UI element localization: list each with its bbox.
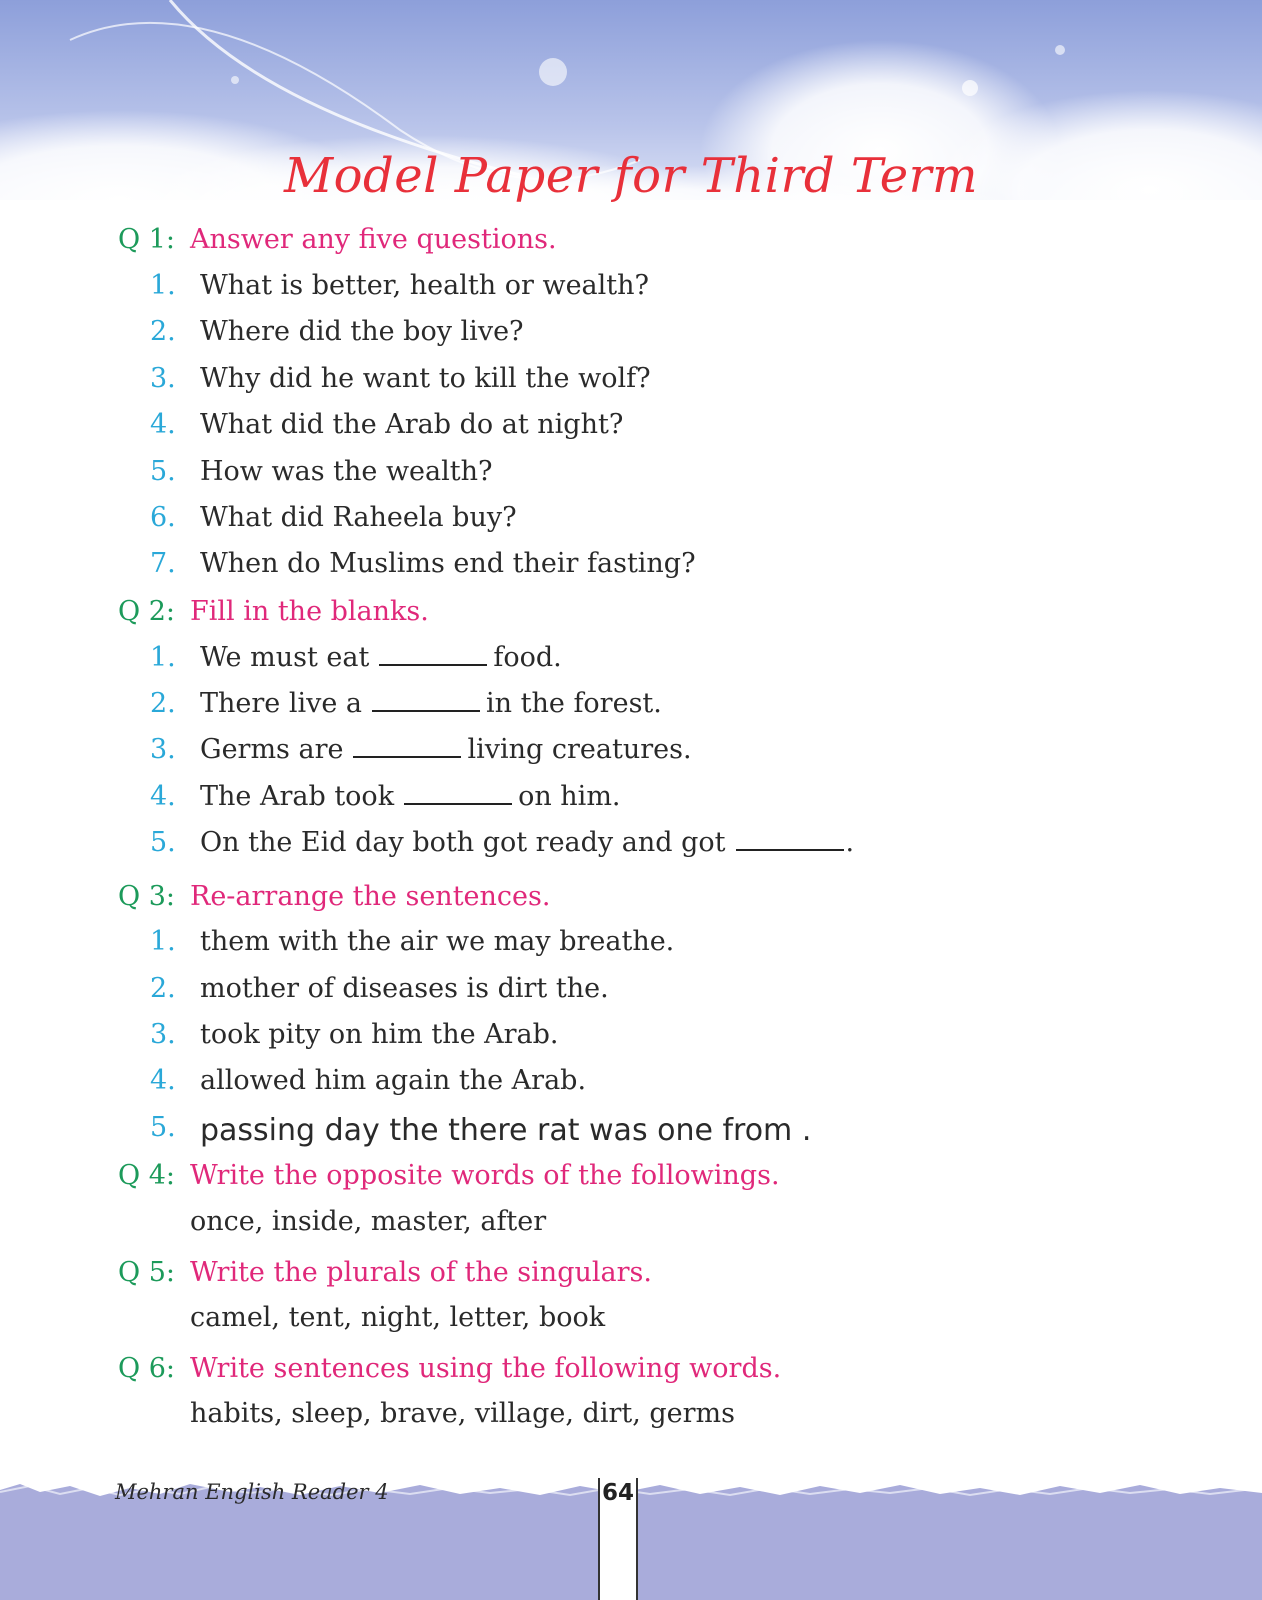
- item-text-after: .: [845, 827, 855, 858]
- word-list: habits, sleep, brave, village, dirt, germs: [190, 1398, 736, 1429]
- question-title: Answer any five questions.: [190, 224, 557, 255]
- item-number: 5.: [150, 1112, 176, 1143]
- item-text: When do Muslims end their fasting?: [200, 548, 696, 579]
- book-title: Mehran English Reader 4: [115, 1480, 389, 1504]
- item-number: 3.: [150, 1019, 176, 1050]
- item-text-after: living creatures.: [467, 734, 692, 765]
- question-title: Re-arrange the sentences.: [190, 881, 551, 912]
- question-3-heading: [118, 881, 550, 912]
- item-number: 3.: [150, 734, 176, 765]
- item-text-before: We must eat: [200, 642, 370, 673]
- question-1-heading: [118, 224, 557, 255]
- item-text: What did Raheela buy?: [200, 502, 517, 533]
- item-text: Where did the boy live?: [200, 316, 524, 347]
- item-number: 4.: [150, 781, 176, 812]
- blank-line: [736, 829, 844, 851]
- question-6-heading: [118, 1353, 781, 1384]
- item-text: allowed him again the Arab.: [200, 1065, 587, 1096]
- list-item: [150, 781, 621, 812]
- list-item: [150, 642, 562, 673]
- page-number: 64: [601, 1480, 634, 1506]
- item-text: took pity on him the Arab.: [200, 1019, 559, 1050]
- list-item: [150, 926, 674, 957]
- list-item: [150, 688, 662, 719]
- item-text-after: on him.: [518, 781, 621, 812]
- blank-line: [372, 690, 480, 712]
- list-item: [150, 1065, 586, 1096]
- question-4-heading: [118, 1160, 780, 1191]
- blank-line: [353, 736, 461, 758]
- item-number: 6.: [150, 502, 176, 533]
- list-item: [150, 316, 524, 347]
- item-number: 4.: [150, 1065, 176, 1096]
- item-number: 7.: [150, 548, 176, 579]
- question-title: Write sentences using the following words.: [190, 1353, 782, 1384]
- item-number: 5.: [150, 827, 176, 858]
- question-2-heading: [118, 596, 429, 627]
- list-item: [150, 1112, 811, 1148]
- item-text-before: The Arab took: [200, 781, 395, 812]
- list-item: [150, 734, 692, 765]
- item-text-before: On the Eid day both got ready and got: [200, 827, 726, 858]
- question-label: Q 6:: [118, 1353, 175, 1384]
- question-5-heading: [118, 1257, 652, 1288]
- item-number: 2.: [150, 973, 176, 1004]
- blank-line: [404, 783, 512, 805]
- item-text: How was the wealth?: [200, 456, 493, 487]
- word-list: once, inside, master, after: [190, 1206, 547, 1237]
- item-number: 5.: [150, 456, 176, 487]
- item-number: 1.: [150, 270, 176, 301]
- list-item: [150, 548, 696, 579]
- question-label: Q 1:: [118, 224, 175, 255]
- list-item: [150, 456, 492, 487]
- question-label: Q 5:: [118, 1257, 175, 1288]
- item-text: What did the Arab do at night?: [200, 409, 624, 440]
- list-item: [150, 973, 609, 1004]
- list-item: [150, 827, 854, 858]
- question-label: Q 2:: [118, 596, 175, 627]
- list-item: [150, 502, 517, 533]
- item-number: 2.: [150, 316, 176, 347]
- item-text-before: There live a: [200, 688, 363, 719]
- question-label: Q 3:: [118, 881, 175, 912]
- list-item: [150, 363, 651, 394]
- item-text: mother of diseases is dirt the.: [200, 973, 609, 1004]
- word-list: camel, tent, night, letter, book: [190, 1302, 606, 1333]
- item-text: What is better, health or wealth?: [200, 270, 649, 301]
- item-text-before: Germs are: [200, 734, 344, 765]
- question-label: Q 4:: [118, 1160, 175, 1191]
- item-number: 2.: [150, 688, 176, 719]
- item-number: 3.: [150, 363, 176, 394]
- item-number: 1.: [150, 642, 176, 673]
- list-item: [150, 409, 623, 440]
- blank-line: [379, 644, 487, 666]
- list-item: [150, 1019, 559, 1050]
- question-title: Fill in the blanks.: [190, 596, 429, 627]
- page-title: [0, 148, 1262, 204]
- item-text: passing day the there rat was one from .: [200, 1113, 812, 1148]
- item-text-after: in the forest.: [486, 688, 662, 719]
- item-text: Why did he want to kill the wolf?: [200, 363, 651, 394]
- question-title: Write the opposite words of the followings.: [190, 1160, 780, 1191]
- question-title: Write the plurals of the singulars.: [190, 1257, 652, 1288]
- item-number: 1.: [150, 926, 176, 957]
- item-text: them with the air we may breathe.: [200, 926, 675, 957]
- list-item: [150, 270, 649, 301]
- page-title-text: Model Paper for Third Term: [283, 148, 979, 204]
- item-text-after: food.: [493, 642, 562, 673]
- item-number: 4.: [150, 409, 176, 440]
